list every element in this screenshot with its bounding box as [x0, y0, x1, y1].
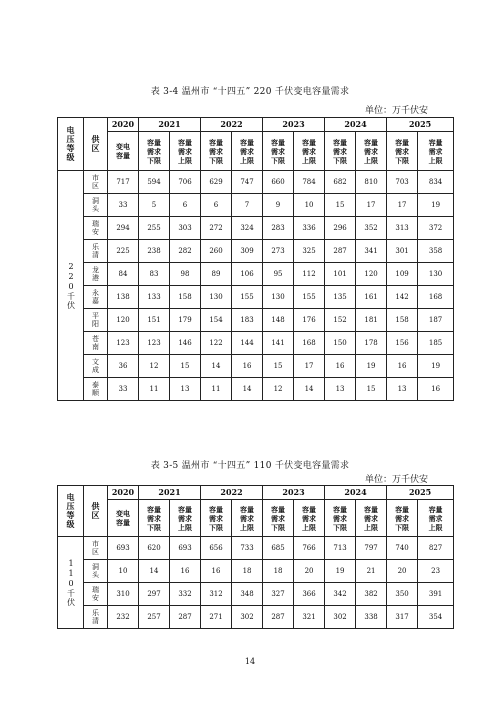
value-cell: 15: [356, 378, 387, 401]
value-cell: 13: [387, 378, 418, 401]
value-cell: 16: [325, 355, 356, 378]
value-cell: 17: [294, 355, 325, 378]
value-cell: 324: [232, 217, 263, 240]
subheader-row: [58, 500, 454, 537]
supply-area-cell: [84, 263, 108, 286]
value-cell: 14: [139, 560, 170, 583]
value-cell: 225: [108, 240, 139, 263]
value-cell: 301: [387, 240, 418, 263]
value-cell: 16: [232, 355, 263, 378]
lower-limit-header: 容量需求下限: [139, 500, 170, 537]
value-cell: 84: [108, 263, 139, 286]
value-cell: 154: [201, 309, 232, 332]
value-cell: 287: [263, 606, 294, 629]
capacity-2020-header: 变电容量: [108, 500, 139, 537]
value-cell: 155: [232, 286, 263, 309]
value-cell: 120: [356, 263, 387, 286]
value-cell: 312: [201, 583, 232, 606]
value-cell: 14: [232, 378, 263, 401]
value-cell: 156: [387, 332, 418, 355]
supply-area-cell: [84, 583, 108, 606]
voltage-level-label: 110千伏: [66, 558, 76, 607]
value-cell: 152: [325, 309, 356, 332]
value-cell: 13: [325, 378, 356, 401]
value-cell: 36: [108, 355, 139, 378]
value-cell: 656: [201, 537, 232, 560]
supply-area-cell: [84, 355, 108, 378]
voltage-level-header: 电压等级: [58, 486, 84, 537]
upper-limit-header: 容量需求上限: [418, 132, 454, 171]
value-cell: 187: [418, 309, 454, 332]
value-cell: 332: [170, 583, 201, 606]
value-cell: 255: [139, 217, 170, 240]
value-cell: 133: [139, 286, 170, 309]
value-cell: 317: [387, 606, 418, 629]
value-cell: 20: [387, 560, 418, 583]
value-cell: 18: [263, 560, 294, 583]
supply-area-cell: [84, 286, 108, 309]
value-cell: 302: [232, 606, 263, 629]
table2-unit: 单位：万千伏安: [364, 475, 428, 485]
value-cell: 14: [294, 378, 325, 401]
supply-area-label: 平阳: [91, 312, 100, 328]
year-header-2024: 2024: [325, 486, 387, 500]
voltage-level-header: 电压等级: [58, 118, 84, 171]
value-cell: 341: [356, 240, 387, 263]
value-cell: 17: [387, 194, 418, 217]
value-cell: 138: [108, 286, 139, 309]
value-cell: 303: [170, 217, 201, 240]
value-cell: 16: [170, 560, 201, 583]
table-row: [58, 606, 454, 629]
value-cell: 33: [108, 378, 139, 401]
value-cell: 19: [325, 560, 356, 583]
value-cell: 12: [139, 355, 170, 378]
value-cell: 338: [356, 606, 387, 629]
supply-area-cell: [84, 560, 108, 583]
supply-area-label: 瑞安: [91, 220, 100, 236]
lower-limit-header: 容量需求下限: [201, 132, 232, 171]
value-cell: 294: [108, 217, 139, 240]
table2: [57, 485, 454, 629]
value-cell: 19: [418, 355, 454, 378]
supply-area-label: 市区: [91, 540, 100, 556]
value-cell: 11: [139, 378, 170, 401]
supply-area-label: 龙港: [91, 266, 100, 282]
value-cell: 232: [108, 606, 139, 629]
supply-area-label: 乐清: [91, 609, 100, 625]
value-cell: 287: [170, 606, 201, 629]
value-cell: 6: [170, 194, 201, 217]
value-cell: 302: [325, 606, 356, 629]
value-cell: 95: [263, 263, 294, 286]
value-cell: 342: [325, 583, 356, 606]
value-cell: 321: [294, 606, 325, 629]
value-cell: 309: [232, 240, 263, 263]
value-cell: 257: [139, 606, 170, 629]
table-row: [58, 171, 454, 194]
value-cell: 144: [232, 332, 263, 355]
value-cell: 135: [325, 286, 356, 309]
value-cell: 15: [170, 355, 201, 378]
value-cell: 660: [263, 171, 294, 194]
value-cell: 161: [356, 286, 387, 309]
year-header-2021: 2021: [139, 486, 201, 500]
value-cell: 10: [294, 194, 325, 217]
supply-area-cell: [84, 309, 108, 332]
value-cell: 120: [108, 309, 139, 332]
upper-limit-header: 容量需求上限: [232, 132, 263, 171]
supply-area-cell: [84, 171, 108, 194]
value-cell: 313: [387, 217, 418, 240]
value-cell: 158: [387, 309, 418, 332]
value-cell: 7: [232, 194, 263, 217]
value-cell: 693: [170, 537, 201, 560]
value-cell: 9: [263, 194, 294, 217]
value-cell: 112: [294, 263, 325, 286]
value-cell: 273: [263, 240, 294, 263]
lower-limit-header: 容量需求下限: [387, 500, 418, 537]
supply-area-cell: [84, 332, 108, 355]
supply-area-label: 瑞安: [91, 586, 100, 602]
value-cell: 703: [387, 171, 418, 194]
table-row: [58, 286, 454, 309]
value-cell: 5: [139, 194, 170, 217]
value-cell: 155: [294, 286, 325, 309]
value-cell: 89: [201, 263, 232, 286]
table1-unit: 单位：万千伏安: [364, 106, 428, 116]
upper-limit-header: 容量需求上限: [170, 132, 201, 171]
value-cell: 130: [418, 263, 454, 286]
table-row: [58, 194, 454, 217]
value-cell: 15: [263, 355, 294, 378]
value-cell: 123: [108, 332, 139, 355]
value-cell: 797: [356, 537, 387, 560]
supply-area-cell: [84, 194, 108, 217]
value-cell: 352: [356, 217, 387, 240]
value-cell: 391: [418, 583, 454, 606]
supply-area-cell: [84, 606, 108, 629]
value-cell: 141: [263, 332, 294, 355]
lower-limit-header: 容量需求下限: [139, 132, 170, 171]
supply-area-label: 文成: [91, 358, 100, 374]
value-cell: 238: [139, 240, 170, 263]
upper-limit-header: 容量需求上限: [170, 500, 201, 537]
value-cell: 122: [201, 332, 232, 355]
table1: [57, 117, 454, 401]
supply-area-cell: [84, 537, 108, 560]
value-cell: 14: [201, 355, 232, 378]
lower-limit-header: 容量需求下限: [325, 500, 356, 537]
value-cell: 372: [418, 217, 454, 240]
value-cell: 19: [356, 355, 387, 378]
voltage-level-cell: [58, 171, 84, 401]
value-cell: 106: [232, 263, 263, 286]
value-cell: 148: [263, 309, 294, 332]
value-cell: 179: [170, 309, 201, 332]
value-cell: 20: [294, 560, 325, 583]
value-cell: 12: [263, 378, 294, 401]
value-cell: 142: [387, 286, 418, 309]
table-row: [58, 583, 454, 606]
value-cell: 6: [201, 194, 232, 217]
value-cell: 325: [294, 240, 325, 263]
value-cell: 827: [418, 537, 454, 560]
value-cell: 168: [294, 332, 325, 355]
value-cell: 733: [232, 537, 263, 560]
value-cell: 693: [108, 537, 139, 560]
value-cell: 260: [201, 240, 232, 263]
value-cell: 327: [263, 583, 294, 606]
supply-area-label: 市区: [91, 174, 100, 190]
value-cell: 19: [418, 194, 454, 217]
upper-limit-header: 容量需求上限: [418, 500, 454, 537]
value-cell: 358: [418, 240, 454, 263]
lower-limit-header: 容量需求下限: [325, 132, 356, 171]
upper-limit-header: 容量需求上限: [294, 500, 325, 537]
value-cell: 123: [139, 332, 170, 355]
value-cell: 354: [418, 606, 454, 629]
value-cell: 150: [325, 332, 356, 355]
value-cell: 101: [325, 263, 356, 286]
year-header-2023: 2023: [263, 118, 325, 132]
value-cell: 283: [263, 217, 294, 240]
value-cell: 146: [170, 332, 201, 355]
supply-area-cell: [84, 378, 108, 401]
voltage-level-cell: [58, 537, 84, 629]
value-cell: 11: [201, 378, 232, 401]
supply-area-label: 洞头: [91, 563, 100, 579]
table-row: [58, 263, 454, 286]
upper-limit-header: 容量需求上限: [356, 132, 387, 171]
year-header-2021: 2021: [139, 118, 201, 132]
value-cell: 682: [325, 171, 356, 194]
value-cell: 181: [356, 309, 387, 332]
supply-area-label: 永嘉: [91, 289, 100, 305]
value-cell: 296: [325, 217, 356, 240]
value-cell: 98: [170, 263, 201, 286]
value-cell: 183: [232, 309, 263, 332]
year-header-2023: 2023: [263, 486, 325, 500]
table-row: [58, 217, 454, 240]
value-cell: 717: [108, 171, 139, 194]
supply-area-label: 乐清: [91, 243, 100, 259]
value-cell: 271: [201, 606, 232, 629]
upper-limit-header: 容量需求上限: [356, 500, 387, 537]
value-cell: 620: [139, 537, 170, 560]
upper-limit-header: 容量需求上限: [294, 132, 325, 171]
value-cell: 287: [325, 240, 356, 263]
lower-limit-header: 容量需求下限: [387, 132, 418, 171]
page-number: 14: [244, 657, 256, 666]
value-cell: 16: [418, 378, 454, 401]
value-cell: 297: [139, 583, 170, 606]
value-cell: 336: [294, 217, 325, 240]
table1-caption: 表 3-4 温州市 “十四五” 220 千伏变电容量需求: [150, 87, 350, 97]
value-cell: 272: [201, 217, 232, 240]
value-cell: 629: [201, 171, 232, 194]
value-cell: 706: [170, 171, 201, 194]
table-row: [58, 378, 454, 401]
table-row: [58, 332, 454, 355]
value-cell: 16: [387, 355, 418, 378]
subheader-row: [58, 132, 454, 171]
year-header-2022: 2022: [201, 486, 263, 500]
table-row: [58, 240, 454, 263]
value-cell: 685: [263, 537, 294, 560]
value-cell: 168: [418, 286, 454, 309]
supply-area-label: 苍南: [91, 335, 100, 351]
value-cell: 810: [356, 171, 387, 194]
value-cell: 185: [418, 332, 454, 355]
value-cell: 15: [325, 194, 356, 217]
supply-area-header: 供区: [84, 486, 108, 537]
value-cell: 178: [356, 332, 387, 355]
supply-area-header: 供区: [84, 118, 108, 171]
table2-caption: 表 3-5 温州市 “十四五” 110 千伏变电容量需求: [150, 461, 350, 471]
value-cell: 21: [356, 560, 387, 583]
value-cell: 176: [294, 309, 325, 332]
year-header-2020: 2020: [108, 118, 139, 132]
table-row: [58, 537, 454, 560]
value-cell: 109: [387, 263, 418, 286]
value-cell: 282: [170, 240, 201, 263]
value-cell: 382: [356, 583, 387, 606]
year-header-2025: 2025: [387, 486, 454, 500]
lower-limit-header: 容量需求下限: [263, 500, 294, 537]
value-cell: 33: [108, 194, 139, 217]
value-cell: 158: [170, 286, 201, 309]
value-cell: 348: [232, 583, 263, 606]
value-cell: 18: [232, 560, 263, 583]
value-cell: 713: [325, 537, 356, 560]
value-cell: 17: [356, 194, 387, 217]
value-cell: 594: [139, 171, 170, 194]
value-cell: 13: [170, 378, 201, 401]
value-cell: 350: [387, 583, 418, 606]
year-header-2024: 2024: [325, 118, 387, 132]
table-row: [58, 355, 454, 378]
value-cell: 83: [139, 263, 170, 286]
value-cell: 10: [108, 560, 139, 583]
year-header-2025: 2025: [387, 118, 454, 132]
value-cell: 766: [294, 537, 325, 560]
value-cell: 16: [201, 560, 232, 583]
supply-area-cell: [84, 240, 108, 263]
year-header-2020: 2020: [108, 486, 139, 500]
supply-area-cell: [84, 217, 108, 240]
value-cell: 130: [201, 286, 232, 309]
value-cell: 130: [263, 286, 294, 309]
value-cell: 784: [294, 171, 325, 194]
value-cell: 747: [232, 171, 263, 194]
table-row: [58, 560, 454, 583]
value-cell: 23: [418, 560, 454, 583]
table-row: [58, 309, 454, 332]
lower-limit-header: 容量需求下限: [263, 132, 294, 171]
value-cell: 366: [294, 583, 325, 606]
lower-limit-header: 容量需求下限: [201, 500, 232, 537]
supply-area-label: 泰顺: [91, 381, 100, 397]
capacity-2020-header: 变电容量: [108, 132, 139, 171]
value-cell: 151: [139, 309, 170, 332]
year-header-2022: 2022: [201, 118, 263, 132]
supply-area-label: 洞头: [91, 197, 100, 213]
value-cell: 740: [387, 537, 418, 560]
upper-limit-header: 容量需求上限: [232, 500, 263, 537]
voltage-level-label: 220千伏: [66, 261, 76, 310]
value-cell: 834: [418, 171, 454, 194]
value-cell: 310: [108, 583, 139, 606]
